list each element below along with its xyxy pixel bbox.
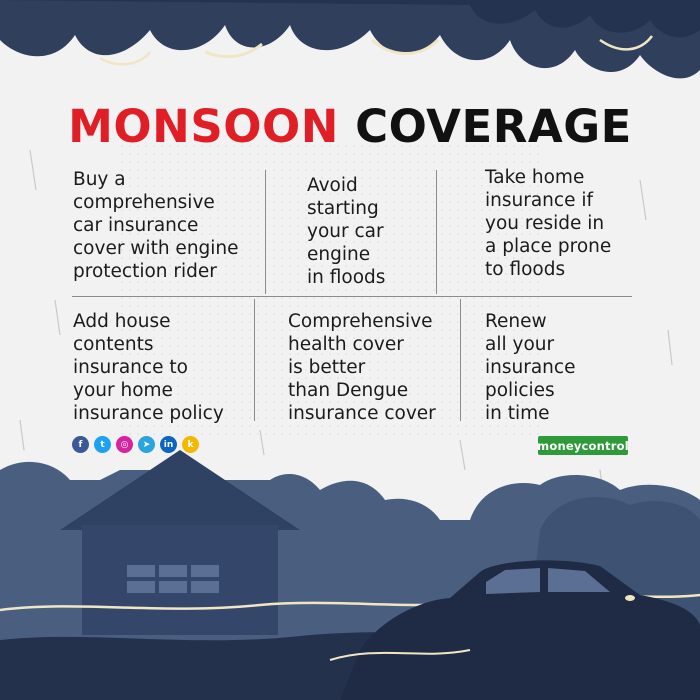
title-red-word: MONSOON <box>68 100 339 153</box>
grid-divider <box>436 170 437 294</box>
tip-car-insurance: Buy a comprehensive car insurance cover with engine protection rider <box>73 169 239 282</box>
telegram-icon[interactable]: ➤ <box>138 436 155 453</box>
tip-avoid-engine: Avoid starting your car engine in floods <box>307 175 386 288</box>
koo-icon[interactable]: k <box>182 436 199 453</box>
facebook-icon[interactable]: f <box>72 436 89 453</box>
tip-health-cover: Comprehensive health cover is better than Dengue insurance cover <box>288 311 436 424</box>
title-black-word: COVERAGE <box>355 100 632 153</box>
twitter-icon[interactable]: t <box>94 436 111 453</box>
grid-divider <box>460 299 461 421</box>
tip-home-insurance: Take home insurance if you reside in a place prone to floods <box>485 167 612 280</box>
social-icons <box>72 436 199 453</box>
linkedin-icon[interactable]: in <box>160 436 177 453</box>
flood-scene <box>0 450 700 700</box>
page-title <box>0 100 700 154</box>
grid-divider <box>72 296 632 297</box>
moneycontrol-logo: moneycontrol <box>538 436 628 455</box>
house-body <box>82 525 278 635</box>
instagram-icon[interactable]: ◎ <box>116 436 133 453</box>
grid-divider <box>254 299 255 421</box>
tip-house-contents: Add house contents insurance to your home insurance policy <box>73 311 224 424</box>
tip-renew-policies: Renew all your insurance policies in time <box>485 311 576 424</box>
grid-divider <box>265 170 266 294</box>
